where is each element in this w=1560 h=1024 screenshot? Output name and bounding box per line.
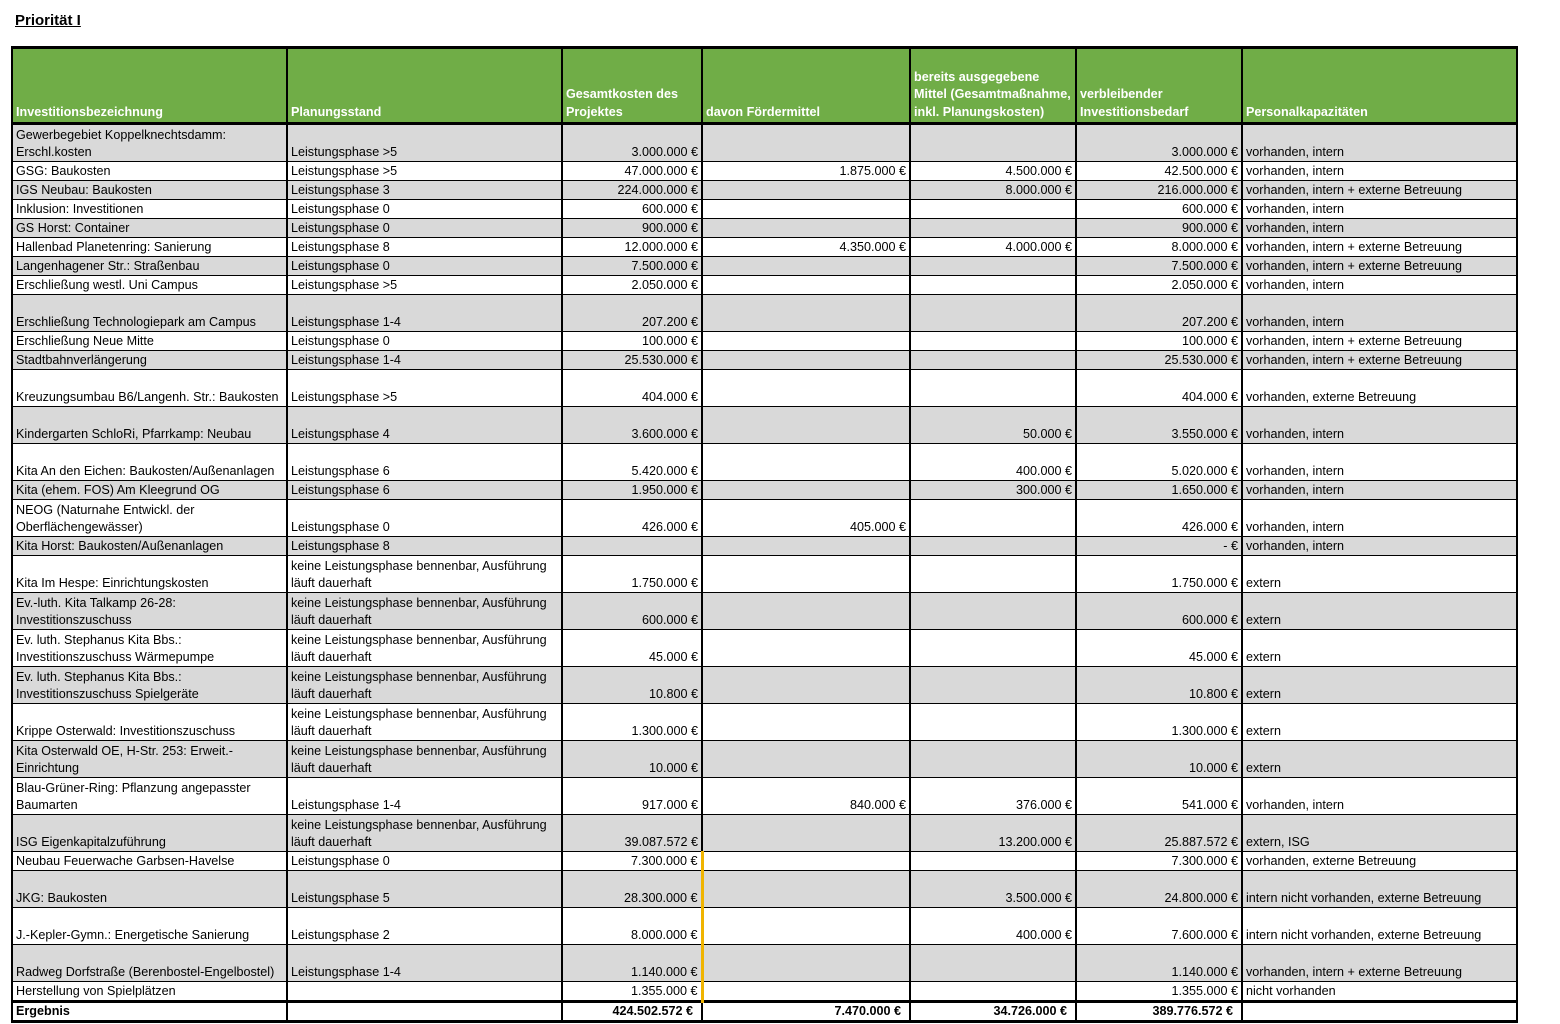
cell-spent <box>910 667 1076 704</box>
cell-planning: Leistungsphase 0 <box>287 332 562 351</box>
cell-staff: vorhanden, externe Betreuung <box>1242 370 1517 407</box>
cell-total: 426.000 € <box>562 500 702 537</box>
cell-name: Radweg Dorfstraße (Berenbostel-Engelbostel) <box>12 945 287 982</box>
table-row <box>12 257 1517 276</box>
cell-total: 600.000 € <box>562 593 702 630</box>
cell-staff: vorhanden, intern + externe Betreuung <box>1242 257 1517 276</box>
cell-funding <box>702 593 910 630</box>
header-remaining: verbleibender Investitionsbedarf <box>1076 48 1242 124</box>
table-row <box>12 238 1517 257</box>
header-spent: bereits ausgegebene Mittel (Gesamtmaßnahme, inkl. Planungskosten) <box>910 48 1076 124</box>
cell-staff: extern <box>1242 741 1517 778</box>
investment-table <box>11 46 1518 1023</box>
cell-planning: keine Leistungsphase bennenbar, Ausführung läuft dauerhaft <box>287 630 562 667</box>
cell-spent: 8.000.000 € <box>910 181 1076 200</box>
cell-total: 7.300.000 € <box>562 852 702 871</box>
cell-planning: keine Leistungsphase bennenbar, Ausführung läuft dauerhaft <box>287 667 562 704</box>
cell-spent <box>910 276 1076 295</box>
cell-spent: 50.000 € <box>910 407 1076 444</box>
cell-spent <box>910 537 1076 556</box>
cell-name: Kita (ehem. FOS) Am Kleegrund OG <box>12 481 287 500</box>
cell-funding <box>702 537 910 556</box>
cell-funding <box>702 704 910 741</box>
table-row <box>12 630 1517 667</box>
result-row <box>12 1002 1517 1022</box>
cell-remaining: 10.000 € <box>1076 741 1242 778</box>
table-row <box>12 778 1517 815</box>
result-planning <box>287 1002 562 1022</box>
cell-spent <box>910 257 1076 276</box>
cell-staff: vorhanden, intern <box>1242 200 1517 219</box>
cell-total: 917.000 € <box>562 778 702 815</box>
cell-staff: vorhanden, intern <box>1242 537 1517 556</box>
cell-total: 900.000 € <box>562 219 702 238</box>
cell-remaining: 7.300.000 € <box>1076 852 1242 871</box>
cell-remaining: 5.020.000 € <box>1076 444 1242 481</box>
cell-total: 10.800 € <box>562 667 702 704</box>
cell-funding <box>702 982 910 1002</box>
cell-planning: keine Leistungsphase bennenbar, Ausführung läuft dauerhaft <box>287 704 562 741</box>
header-name: Investitionsbezeichnung <box>12 48 287 124</box>
cell-planning: Leistungsphase 5 <box>287 871 562 908</box>
cell-funding <box>702 481 910 500</box>
table-row <box>12 945 1517 982</box>
table-row <box>12 481 1517 500</box>
cell-spent: 376.000 € <box>910 778 1076 815</box>
cell-planning: Leistungsphase >5 <box>287 276 562 295</box>
table-row <box>12 370 1517 407</box>
cell-remaining: 25.530.000 € <box>1076 351 1242 370</box>
cell-funding <box>702 556 910 593</box>
table-row <box>12 982 1517 1002</box>
cell-name: Kreuzungsumbau B6/Langenh. Str.: Baukosten <box>12 370 287 407</box>
cell-staff: vorhanden, intern <box>1242 481 1517 500</box>
cell-funding <box>702 219 910 238</box>
cell-planning: Leistungsphase 6 <box>287 481 562 500</box>
cell-remaining: 900.000 € <box>1076 219 1242 238</box>
cell-planning: Leistungsphase >5 <box>287 124 562 162</box>
cell-spent: 400.000 € <box>910 444 1076 481</box>
cell-planning: Leistungsphase 0 <box>287 852 562 871</box>
cell-remaining: 8.000.000 € <box>1076 238 1242 257</box>
table-row <box>12 556 1517 593</box>
cell-total: 10.000 € <box>562 741 702 778</box>
cell-remaining: 1.300.000 € <box>1076 704 1242 741</box>
cell-name: Langenhagener Str.: Straßenbau <box>12 257 287 276</box>
cell-staff: intern nicht vorhanden, externe Betreuung <box>1242 908 1517 945</box>
table-row <box>12 332 1517 351</box>
result-remaining: 389.776.572 € <box>1076 1002 1242 1022</box>
cell-name: GSG: Baukosten <box>12 162 287 181</box>
table-row <box>12 704 1517 741</box>
table-row <box>12 351 1517 370</box>
cell-total: 3.600.000 € <box>562 407 702 444</box>
cell-spent <box>910 593 1076 630</box>
cell-remaining: 541.000 € <box>1076 778 1242 815</box>
cell-staff: vorhanden, intern + externe Betreuung <box>1242 238 1517 257</box>
cell-name: Erschließung westl. Uni Campus <box>12 276 287 295</box>
cell-total: 1.140.000 € <box>562 945 702 982</box>
cell-funding <box>702 815 910 852</box>
table-row <box>12 444 1517 481</box>
cell-name: ISG Eigenkapitalzuführung <box>12 815 287 852</box>
cell-planning: keine Leistungsphase bennenbar, Ausführung läuft dauerhaft <box>287 815 562 852</box>
cell-remaining: 24.800.000 € <box>1076 871 1242 908</box>
cell-spent <box>910 945 1076 982</box>
table-body <box>12 124 1517 1022</box>
cell-remaining: 600.000 € <box>1076 200 1242 219</box>
table-row <box>12 815 1517 852</box>
cell-total: 7.500.000 € <box>562 257 702 276</box>
cell-total: 600.000 € <box>562 200 702 219</box>
cell-staff: vorhanden, intern <box>1242 778 1517 815</box>
cell-total: 2.050.000 € <box>562 276 702 295</box>
cell-spent <box>910 982 1076 1002</box>
cell-name: NEOG (Naturnahe Entwickl. der Oberflächengewässer) <box>12 500 287 537</box>
cell-name: IGS Neubau: Baukosten <box>12 181 287 200</box>
cell-staff: vorhanden, intern <box>1242 124 1517 162</box>
cell-planning: Leistungsphase 0 <box>287 500 562 537</box>
cell-remaining: 1.650.000 € <box>1076 481 1242 500</box>
cell-spent <box>910 556 1076 593</box>
cell-staff: intern nicht vorhanden, externe Betreuung <box>1242 871 1517 908</box>
cell-planning: Leistungsphase 2 <box>287 908 562 945</box>
cell-spent <box>910 332 1076 351</box>
result-staff <box>1242 1002 1517 1022</box>
cell-total: 45.000 € <box>562 630 702 667</box>
cell-spent <box>910 295 1076 332</box>
cell-name: Blau-Grüner-Ring: Pflanzung angepasster Baumarten <box>12 778 287 815</box>
cell-remaining: 404.000 € <box>1076 370 1242 407</box>
cell-funding: 840.000 € <box>702 778 910 815</box>
cell-staff: vorhanden, intern <box>1242 162 1517 181</box>
cell-total: 3.000.000 € <box>562 124 702 162</box>
cell-total: 224.000.000 € <box>562 181 702 200</box>
table-row <box>12 871 1517 908</box>
cell-staff: vorhanden, intern <box>1242 407 1517 444</box>
table-row <box>12 219 1517 238</box>
cell-staff: vorhanden, intern <box>1242 295 1517 332</box>
cell-planning: Leistungsphase 0 <box>287 257 562 276</box>
cell-staff: vorhanden, intern <box>1242 219 1517 238</box>
cell-staff: extern <box>1242 630 1517 667</box>
cell-funding <box>702 295 910 332</box>
cell-total: 5.420.000 € <box>562 444 702 481</box>
result-funding: 7.470.000 € <box>702 1002 910 1022</box>
cell-total: 25.530.000 € <box>562 351 702 370</box>
cell-planning: Leistungsphase 6 <box>287 444 562 481</box>
table-row <box>12 181 1517 200</box>
cell-funding <box>702 741 910 778</box>
cell-staff: vorhanden, intern <box>1242 276 1517 295</box>
cell-total: 47.000.000 € <box>562 162 702 181</box>
table-row <box>12 852 1517 871</box>
table-row <box>12 908 1517 945</box>
cell-staff: extern <box>1242 556 1517 593</box>
cell-name: Kita Osterwald OE, H-Str. 253: Erweit.-Einrichtung <box>12 741 287 778</box>
cell-planning <box>287 982 562 1002</box>
cell-funding <box>702 276 910 295</box>
cell-planning: keine Leistungsphase bennenbar, Ausführung läuft dauerhaft <box>287 556 562 593</box>
cell-total: 404.000 € <box>562 370 702 407</box>
cell-name: Stadtbahnverlängerung <box>12 351 287 370</box>
cell-total: 100.000 € <box>562 332 702 351</box>
cell-remaining: 1.750.000 € <box>1076 556 1242 593</box>
cell-name: Inklusion: Investitionen <box>12 200 287 219</box>
cell-spent <box>910 704 1076 741</box>
cell-funding <box>702 124 910 162</box>
cell-name: Ev. luth. Stephanus Kita Bbs.: Investitionszuschuss Wärmepumpe <box>12 630 287 667</box>
cell-remaining: 7.500.000 € <box>1076 257 1242 276</box>
cell-name: J.-Kepler-Gymn.: Energetische Sanierung <box>12 908 287 945</box>
cell-total: 1.300.000 € <box>562 704 702 741</box>
cell-funding: 405.000 € <box>702 500 910 537</box>
cell-total <box>562 537 702 556</box>
cell-name: Herstellung von Spielplätzen <box>12 982 287 1002</box>
header-total: Gesamtkosten des Projektes <box>562 48 702 124</box>
table-row <box>12 124 1517 162</box>
cell-remaining: 10.800 € <box>1076 667 1242 704</box>
cell-remaining: 7.600.000 € <box>1076 908 1242 945</box>
table-row <box>12 295 1517 332</box>
cell-remaining: 2.050.000 € <box>1076 276 1242 295</box>
cell-total: 12.000.000 € <box>562 238 702 257</box>
cell-remaining: - € <box>1076 537 1242 556</box>
cell-remaining: 1.140.000 € <box>1076 945 1242 982</box>
cell-spent <box>910 200 1076 219</box>
cell-remaining: 1.355.000 € <box>1076 982 1242 1002</box>
cell-planning: Leistungsphase 1-4 <box>287 945 562 982</box>
table-row <box>12 537 1517 556</box>
cell-total: 1.355.000 € <box>562 982 702 1002</box>
header-funding: davon Fördermittel <box>702 48 910 124</box>
cell-remaining: 100.000 € <box>1076 332 1242 351</box>
cell-name: Gewerbegebiet Koppelknechtsdamm: Erschl.kosten <box>12 124 287 162</box>
cell-planning: Leistungsphase >5 <box>287 370 562 407</box>
cell-name: Ev.-luth. Kita Talkamp 26-28: Investitionszuschuss <box>12 593 287 630</box>
header-planning: Planungsstand <box>287 48 562 124</box>
cell-funding <box>702 630 910 667</box>
table-row <box>12 407 1517 444</box>
cell-staff: vorhanden, intern <box>1242 500 1517 537</box>
cell-total: 1.950.000 € <box>562 481 702 500</box>
cell-staff: vorhanden, intern <box>1242 444 1517 481</box>
cell-spent <box>910 741 1076 778</box>
table-row <box>12 741 1517 778</box>
cell-planning: Leistungsphase 4 <box>287 407 562 444</box>
cell-funding: 1.875.000 € <box>702 162 910 181</box>
cell-planning: Leistungsphase 0 <box>287 219 562 238</box>
cell-spent: 4.000.000 € <box>910 238 1076 257</box>
table-row <box>12 500 1517 537</box>
cell-funding <box>702 351 910 370</box>
cell-name: GS Horst: Container <box>12 219 287 238</box>
table-row <box>12 162 1517 181</box>
cell-remaining: 207.200 € <box>1076 295 1242 332</box>
cell-planning: Leistungsphase >5 <box>287 162 562 181</box>
cell-total: 39.087.572 € <box>562 815 702 852</box>
cell-planning: Leistungsphase 8 <box>287 238 562 257</box>
cell-planning: Leistungsphase 8 <box>287 537 562 556</box>
cell-name: JKG: Baukosten <box>12 871 287 908</box>
cell-planning: Leistungsphase 1-4 <box>287 351 562 370</box>
cell-funding <box>702 407 910 444</box>
cell-spent <box>910 351 1076 370</box>
cell-spent <box>910 219 1076 238</box>
result-total: 424.502.572 € <box>562 1002 702 1022</box>
cell-remaining: 45.000 € <box>1076 630 1242 667</box>
cell-funding <box>702 370 910 407</box>
cell-name: Krippe Osterwald: Investitionszuschuss <box>12 704 287 741</box>
result-spent: 34.726.000 € <box>910 1002 1076 1022</box>
cell-total: 28.300.000 € <box>562 871 702 908</box>
cell-name: Erschließung Technologiepark am Campus <box>12 295 287 332</box>
cell-staff: vorhanden, intern + externe Betreuung <box>1242 945 1517 982</box>
cell-funding: 4.350.000 € <box>702 238 910 257</box>
cell-remaining: 216.000.000 € <box>1076 181 1242 200</box>
cell-name: Kindergarten SchloRi, Pfarrkamp: Neubau <box>12 407 287 444</box>
cell-remaining: 426.000 € <box>1076 500 1242 537</box>
cell-funding <box>702 332 910 351</box>
cell-spent: 300.000 € <box>910 481 1076 500</box>
cell-staff: extern <box>1242 667 1517 704</box>
cell-funding <box>702 257 910 276</box>
header-staff: Personalkapazitäten <box>1242 48 1517 124</box>
cell-planning: keine Leistungsphase bennenbar, Ausführung läuft dauerhaft <box>287 741 562 778</box>
cell-name: Kita Im Hespe: Einrichtungskosten <box>12 556 287 593</box>
cell-spent: 4.500.000 € <box>910 162 1076 181</box>
cell-name: Kita An den Eichen: Baukosten/Außenanlagen <box>12 444 287 481</box>
cell-funding <box>702 945 910 982</box>
cell-planning: Leistungsphase 1-4 <box>287 778 562 815</box>
cell-name: Hallenbad Planetenring: Sanierung <box>12 238 287 257</box>
cell-total: 1.750.000 € <box>562 556 702 593</box>
cell-funding <box>702 181 910 200</box>
cell-staff: extern <box>1242 593 1517 630</box>
cell-funding <box>702 908 910 945</box>
table-row <box>12 276 1517 295</box>
cell-spent: 13.200.000 € <box>910 815 1076 852</box>
cell-planning: Leistungsphase 0 <box>287 200 562 219</box>
cell-funding <box>702 667 910 704</box>
cell-spent <box>910 370 1076 407</box>
cell-planning: Leistungsphase 1-4 <box>287 295 562 332</box>
cell-staff: vorhanden, intern + externe Betreuung <box>1242 181 1517 200</box>
table-row <box>12 593 1517 630</box>
cell-remaining: 600.000 € <box>1076 593 1242 630</box>
cell-spent <box>910 124 1076 162</box>
header-row <box>12 48 1517 124</box>
cell-spent <box>910 852 1076 871</box>
cell-staff: vorhanden, externe Betreuung <box>1242 852 1517 871</box>
cell-spent: 3.500.000 € <box>910 871 1076 908</box>
result-name: Ergebnis <box>12 1002 287 1022</box>
cell-staff: nicht vorhanden <box>1242 982 1517 1002</box>
cell-remaining: 3.550.000 € <box>1076 407 1242 444</box>
cell-remaining: 42.500.000 € <box>1076 162 1242 181</box>
cell-spent <box>910 630 1076 667</box>
cell-total: 8.000.000 € <box>562 908 702 945</box>
cell-funding <box>702 871 910 908</box>
page-title: Priorität I <box>15 12 81 29</box>
cell-spent: 400.000 € <box>910 908 1076 945</box>
cell-planning: keine Leistungsphase bennenbar, Ausführung läuft dauerhaft <box>287 593 562 630</box>
cell-remaining: 25.887.572 € <box>1076 815 1242 852</box>
table-row <box>12 200 1517 219</box>
cell-name: Ev. luth. Stephanus Kita Bbs.: Investitionszuschuss Spielgeräte <box>12 667 287 704</box>
cell-planning: Leistungsphase 3 <box>287 181 562 200</box>
table-row <box>12 667 1517 704</box>
cell-spent <box>910 500 1076 537</box>
cell-name: Neubau Feuerwache Garbsen-Havelse <box>12 852 287 871</box>
cell-remaining: 3.000.000 € <box>1076 124 1242 162</box>
cell-funding <box>702 444 910 481</box>
cell-staff: extern <box>1242 704 1517 741</box>
cell-staff: vorhanden, intern + externe Betreuung <box>1242 351 1517 370</box>
cell-staff: extern, ISG <box>1242 815 1517 852</box>
cell-name: Erschließung Neue Mitte <box>12 332 287 351</box>
cell-total: 207.200 € <box>562 295 702 332</box>
cell-name: Kita Horst: Baukosten/Außenanlagen <box>12 537 287 556</box>
cell-staff: vorhanden, intern + externe Betreuung <box>1242 332 1517 351</box>
cell-funding <box>702 200 910 219</box>
cell-funding <box>702 852 910 871</box>
